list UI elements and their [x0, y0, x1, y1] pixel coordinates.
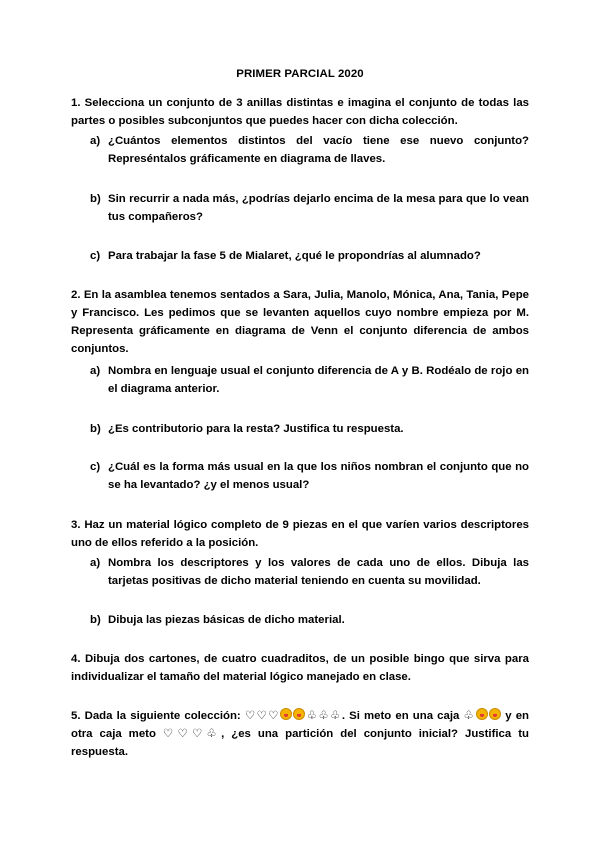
item-text: ¿Cuál es la forma más usual en la que los niños nombran el conjunto que no se ha levantado? ¿y el menos usual? — [108, 461, 529, 491]
smiley-face-icon — [489, 708, 501, 720]
question-1a — [71, 132, 529, 168]
q5-text-2: . Si meto en una caja — [341, 710, 464, 722]
item-label: b) — [90, 614, 101, 626]
item-label: a) — [90, 135, 101, 147]
item-label: a) — [90, 365, 101, 377]
question-3a — [71, 554, 529, 590]
question-1: 1. Selecciona un conjunto de 3 anillas distintas e imagina el conjunto de todas las partes o posibles subconjuntos que puedes hacer con dicha colección. — [71, 97, 529, 127]
item-label: b) — [90, 423, 101, 435]
question-2: 2. En la asamblea tenemos sentados a Sara, Julia, Manolo, Mónica, Ana, Tania, Pepe y Francisco. Les pedimos que se levanten aquellos cuyo nombre empieza por M. Representa gráficamente en diagrama de Venn el conjunto diferencia de ambos conjuntos. — [71, 289, 529, 355]
clubs-symbols: ♧♧♧ — [305, 710, 342, 722]
item-text: Nombra en lenguaje usual el conjunto diferencia de A y B. Rodéalo de rojo en el diagrama anterior. — [108, 365, 529, 395]
smiley-face-icon — [293, 708, 305, 720]
item-label: c) — [90, 461, 101, 473]
question-4: 4. Dibuja dos cartones, de cuatro cuadraditos, de un posible bingo que sirva para individualizar el tamaño del material lógico manejado en clase. — [71, 653, 529, 683]
item-label: a) — [90, 557, 101, 569]
question-1c — [71, 247, 529, 265]
item-text: Para trabajar la fase 5 de Mialaret, ¿qué le propondrías al alumnado? — [108, 250, 481, 262]
question-2a — [71, 362, 529, 398]
question-1b — [71, 190, 529, 226]
smiley-face-icon — [280, 708, 292, 720]
question-2b — [71, 420, 529, 438]
item-text: Nombra los descriptores y los valores de cada uno de ellos. Dibuja las tarjetas positivas de dicho material teniendo en cuenta su movilidad. — [108, 557, 529, 587]
question-3b — [71, 611, 529, 629]
item-label: c) — [90, 250, 101, 262]
page-title: PRIMER PARCIAL 2020 — [236, 68, 364, 80]
smiley-face-icon — [476, 708, 488, 720]
item-text: Sin recurrir a nada más, ¿podrías dejarlo encima de la mesa para que lo vean tus compañeros? — [108, 193, 529, 223]
question-3: 3. Haz un material lógico completo de 9 piezas en el que varíen varios descriptores uno de ellos referido a la posición. — [71, 519, 529, 549]
item-text: ¿Es contributorio para la resta? Justifica tu respuesta. — [108, 423, 404, 435]
item-text: ¿Cuántos elementos distintos del vacío tiene ese nuevo conjunto? Represéntalos gráficamente en diagrama de llaves. — [108, 135, 529, 165]
club-symbol: ♧ — [463, 710, 476, 722]
hearts-clubs-symbols: ♡♡♡♧ — [162, 728, 222, 740]
question-2c — [71, 458, 529, 494]
q5-text-1: 5. Dada la siguiente colección: — [71, 710, 245, 722]
q5-text-4: , ¿es una partición del conjunto inicial? Justifica tu respuesta. — [71, 728, 529, 758]
hearts-symbols: ♡♡♡ — [244, 710, 280, 722]
item-text: Dibuja las piezas básicas de dicho material. — [108, 614, 345, 626]
q5-text-3: y en otra caja meto — [71, 710, 530, 740]
item-label: b) — [90, 193, 101, 205]
question-5 — [71, 707, 529, 761]
